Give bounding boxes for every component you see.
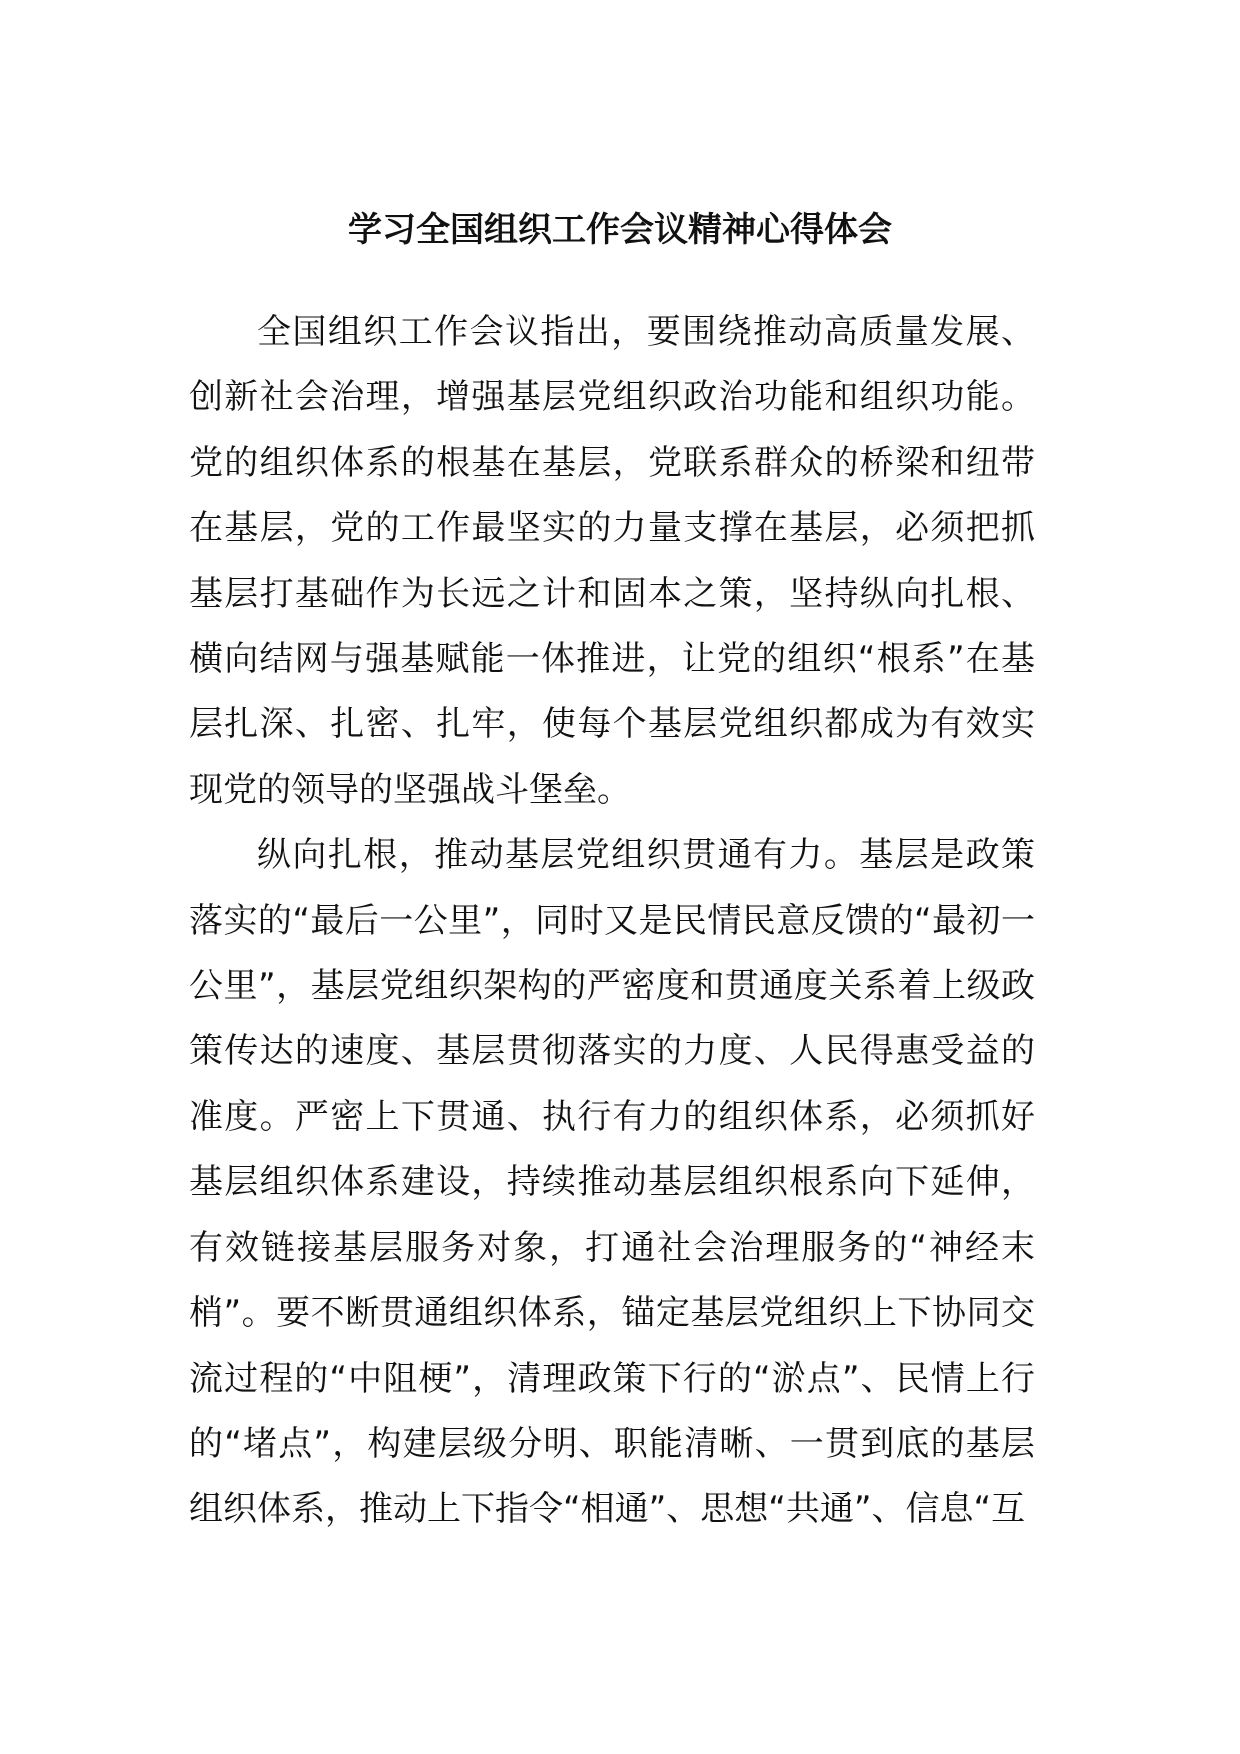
paragraph-2: 纵向扎根，推动基层党组织贯通有力。基层是政策落实的“最后一公里”，同时又是民情民意反馈的“最初一公里”，基层党组织架构的严密度和贯通度关系着上级政策传达的速度、基层贯彻落实的力度、人民得惠受益的准度。严密上下贯通、执行有力的组织体系，必须抓好基层组织体系建设，持续推动基层组织根系向下延伸，有效链接基层服务对象，打通社会治理服务的“神经末梢”。要不断贯通组织体系，锚定基层党组织上下协同交流过程的“中阻梗”，清理政策下行的“淤点”、民情上行的“堵点”，构建层级分明、职能清晰、一贯到底的基层组织体系，推动上下指令“相通”、思想“共通”、信息“互: [189, 835, 1035, 1530]
document-body: [189, 300, 1035, 1543]
document-title: 学习全国组织工作会议精神心得体会: [348, 210, 892, 250]
paragraph-1: 全国组织工作会议指出，要围绕推动高质量发展、创新社会治理，增强基层党组织政治功能和组织功能。党的组织体系的根基在基层，党联系群众的桥梁和纽带在基层，党的工作最坚实的力量支撑在基层，必须把抓基层打基础作为长远之计和固本之策，坚持纵向扎根、横向结网与强基赋能一体推进，让党的组织“根系”在基层扎深、扎密、扎牢，使每个基层党组织都成为有效实现党的领导的坚强战斗堡垒。: [189, 312, 1035, 810]
